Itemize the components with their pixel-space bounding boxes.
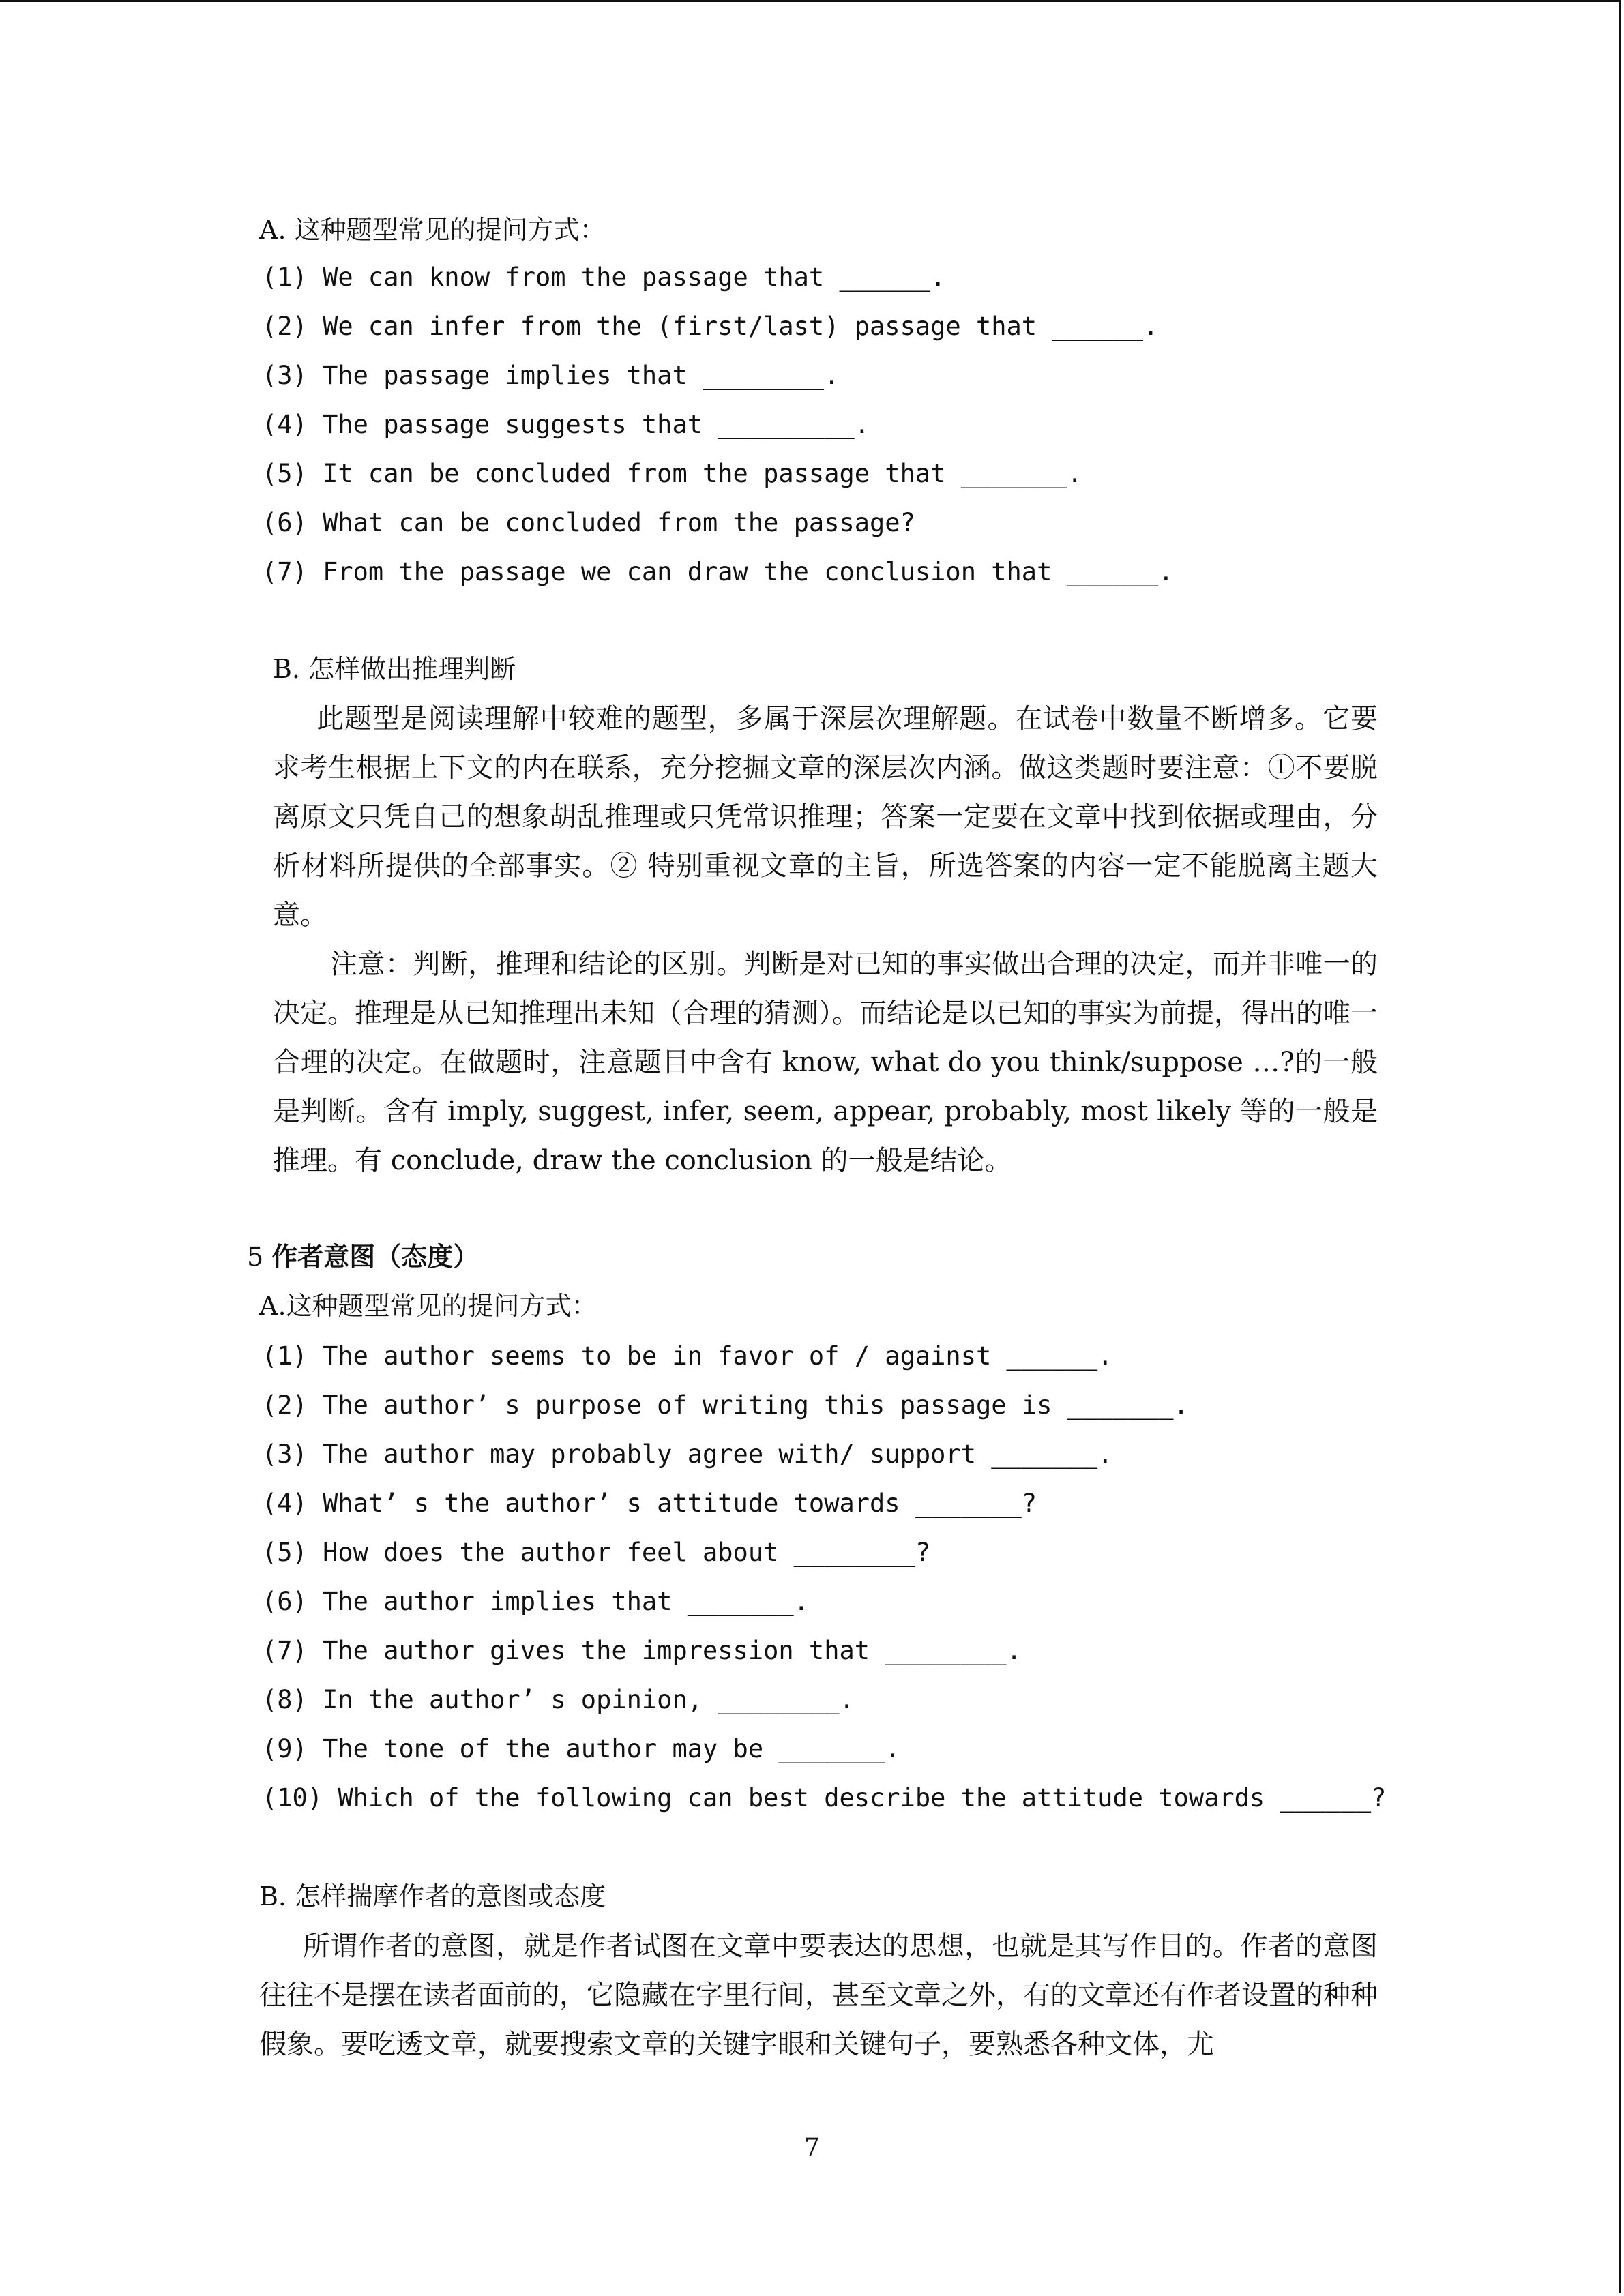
section-b1-paragraph-1: 此题型是阅读理解中较难的题型，多属于深层次理解题。在试卷中数量不断增多。它要求考生根据上下文的内在联系，充分挖掘文章的深层次内涵。做这类题时要注意：①不要脱离原文只凭自己的想象胡乱推理或只凭常识推理；答案一定要在文章中找到依据或理由，分析材料所提供的全部事实。② 特别重视文章的主旨，所选答案的内容一定不能脱离主题大意。 [273,703,1378,931]
section-b2-paragraph-1: 所谓作者的意图，就是作者试图在文章中要表达的思想，也就是其写作目的。作者的意图往往不是摆在读者面前的，它隐藏在字里行间，甚至文章之外，有的文章还有作者设置的种种假象。要吃透文章，就要搜索文章的关键字眼和关键句子，要熟悉各种文体，尤 [259,1930,1378,2060]
section-5-subheading: A.这种题型常见的提问方式： [259,1291,597,1321]
section-b1-heading: B. 怎样做出推理判断 [273,654,516,684]
list-item: (4) What’ s the author’ s attitude towards _______? [262,1489,1037,1518]
section-5-number: 5 [247,1242,272,1272]
section-a1-heading: A. 这种题型常见的提问方式： [259,215,606,245]
section-b2-body [259,1922,1378,2069]
section-b1-body [273,694,1378,1185]
section-b1-paragraph-2: 注意：判断，推理和结论的区别。判断是对已知的事实做出合理的决定，而并非唯一的决定。推理是从已知推理出未知（合理的猜测）。而结论是以已知的事实为前提，得出的唯一合理的决定。在做题时，注意题目中含有 know, what do you think/suppose …?的一般是判断。含有 imply, suggest, infer, seem, appear, probably, most likely 等的一般是推理。有 conclude, draw the conclusion 的一般是结论。 [273,949,1378,1176]
list-item: (1) We can know from the passage that ______. [262,263,946,292]
list-item: (7) The author gives the impression that ________. [262,1636,1022,1665]
section-b2-heading: B. 怎样揣摩作者的意图或态度 [259,1881,606,1911]
section-5-heading [247,1240,479,1274]
list-item: (4) The passage suggests that _________. [262,410,870,439]
list-item: (6) The author implies that _______. [262,1587,809,1616]
list-item: (5) How does the author feel about ________? [262,1538,931,1567]
list-item: (7) From the passage we can draw the conclusion that ______. [262,557,1174,586]
list-item: (5) It can be concluded from the passage that _______. [262,459,1082,488]
list-item: (2) We can infer from the (first/last) passage that ______. [262,312,1159,341]
list-item: (2) The author’ s purpose of writing this passage is _______. [262,1390,1189,1420]
list-item: (3) The passage implies that ________. [262,361,840,390]
list-item: (8) In the author’ s opinion, ________. [262,1685,855,1714]
list-item: (3) The author may probably agree with/ support _______. [262,1440,1113,1469]
list-item: (10) Which of the following can best describe the attitude towards ______? [262,1783,1387,1813]
list-item: (1) The author seems to be in favor of / against ______. [262,1341,1113,1371]
list-item: (9) The tone of the author may be _______. [262,1734,900,1763]
section-5-title: 作者意图（态度） [271,1241,479,1272]
page-number: 7 [804,2134,820,2162]
list-item: (6) What can be concluded from the passage? [262,508,915,537]
